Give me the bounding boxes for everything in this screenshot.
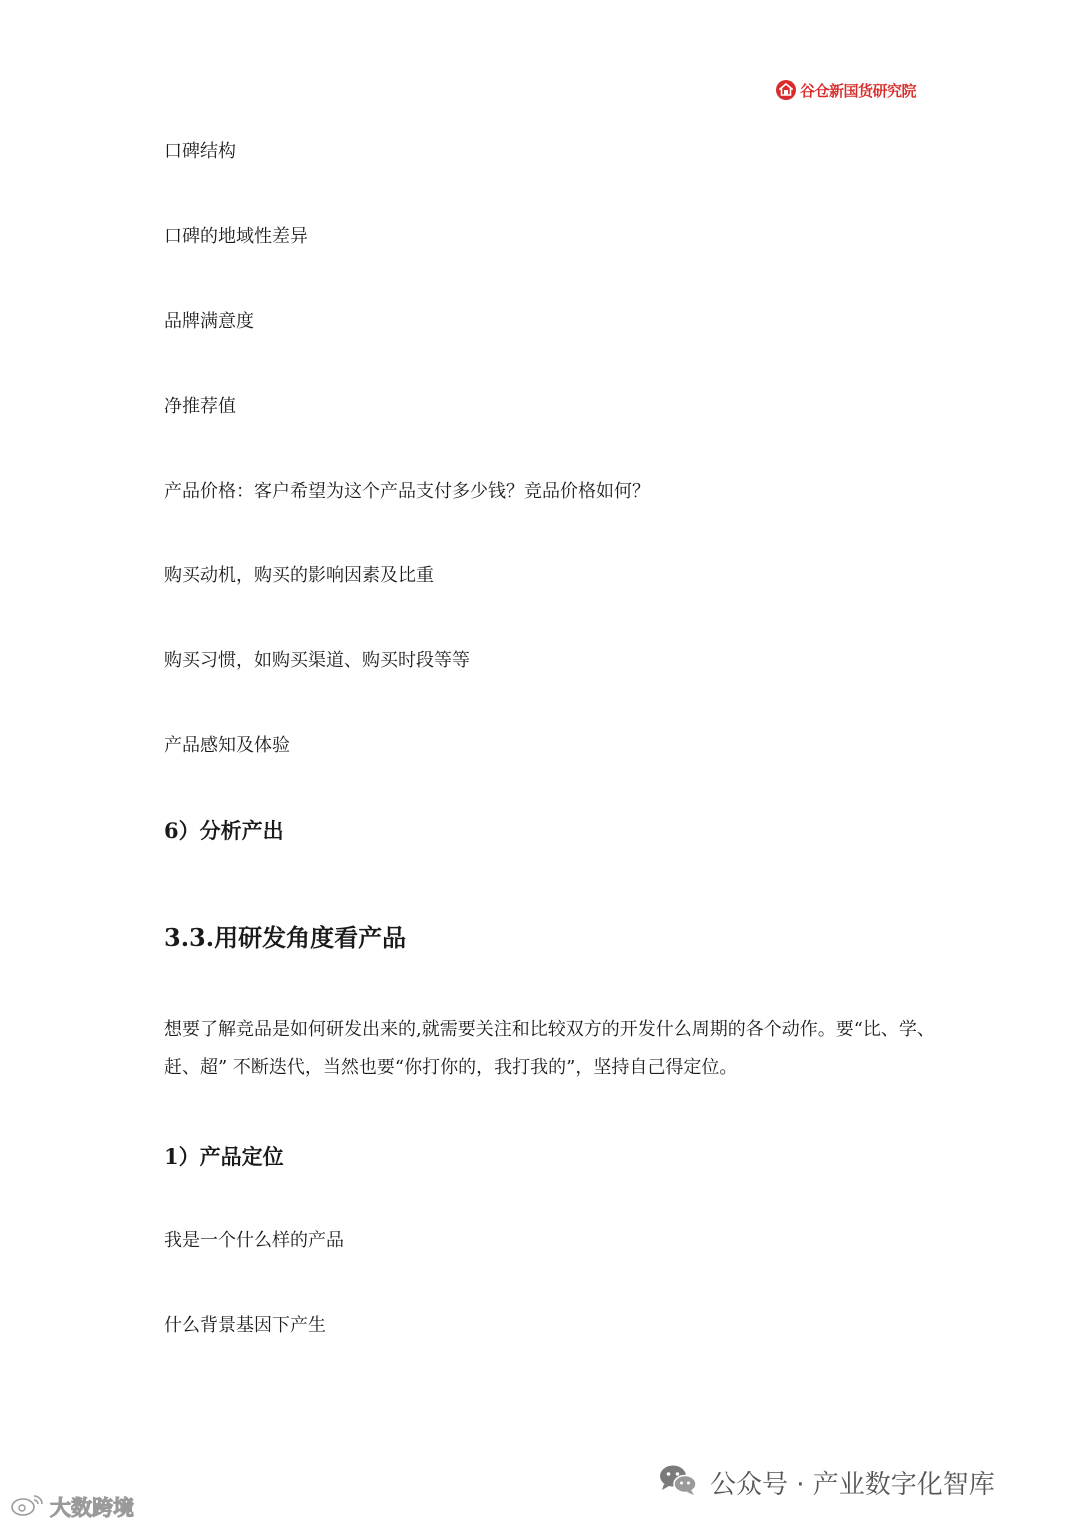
footer-watermark-right bbox=[658, 1462, 995, 1502]
list-item: 购买动机，购买的影响因素及比重 bbox=[164, 565, 434, 586]
list-item: 购买习惯，如购买渠道、购买时段等等 bbox=[164, 650, 470, 671]
header-logo bbox=[776, 78, 916, 102]
footer-left-text: 大数跨境 bbox=[50, 1496, 134, 1520]
list-item: 净推荐值 bbox=[164, 396, 236, 417]
sub-heading-product-positioning: 1）产品定位 bbox=[164, 1144, 284, 1169]
footer-watermark-left bbox=[10, 1492, 134, 1522]
weibo-icon bbox=[10, 1492, 46, 1522]
list-item: 口碑结构 bbox=[164, 141, 236, 162]
footer-right-text: 公众号 · 产业数字化智库 bbox=[710, 1469, 995, 1500]
list-item: 产品价格：客户希望为这个产品支付多少钱？竞品价格如何？ bbox=[164, 481, 650, 502]
logo-text: 谷仓新国货研究院 bbox=[800, 81, 917, 100]
list-item: 产品感知及体验 bbox=[164, 735, 290, 756]
body-paragraph: 想要了解竞品是如何研发出来的,就需要关注和比较双方的开发什么周期的各个动作。要“比、学、赶、超” 不断迭代，当然也要“你打你的，我打我的”，坚持自己得定位。 bbox=[164, 1019, 935, 1078]
sub-heading-analysis-output: 6）分析产出 bbox=[164, 818, 284, 843]
list-item: 口碑的地域性差异 bbox=[164, 226, 308, 247]
list-item: 我是一个什么样的产品 bbox=[164, 1230, 344, 1251]
granary-seal-icon bbox=[776, 80, 796, 100]
section-heading: 3.3.用研发角度看产品 bbox=[164, 923, 407, 952]
list-item: 什么背景基因下产生 bbox=[164, 1315, 326, 1336]
list-item: 品牌满意度 bbox=[164, 311, 254, 332]
wechat-icon bbox=[658, 1463, 698, 1501]
